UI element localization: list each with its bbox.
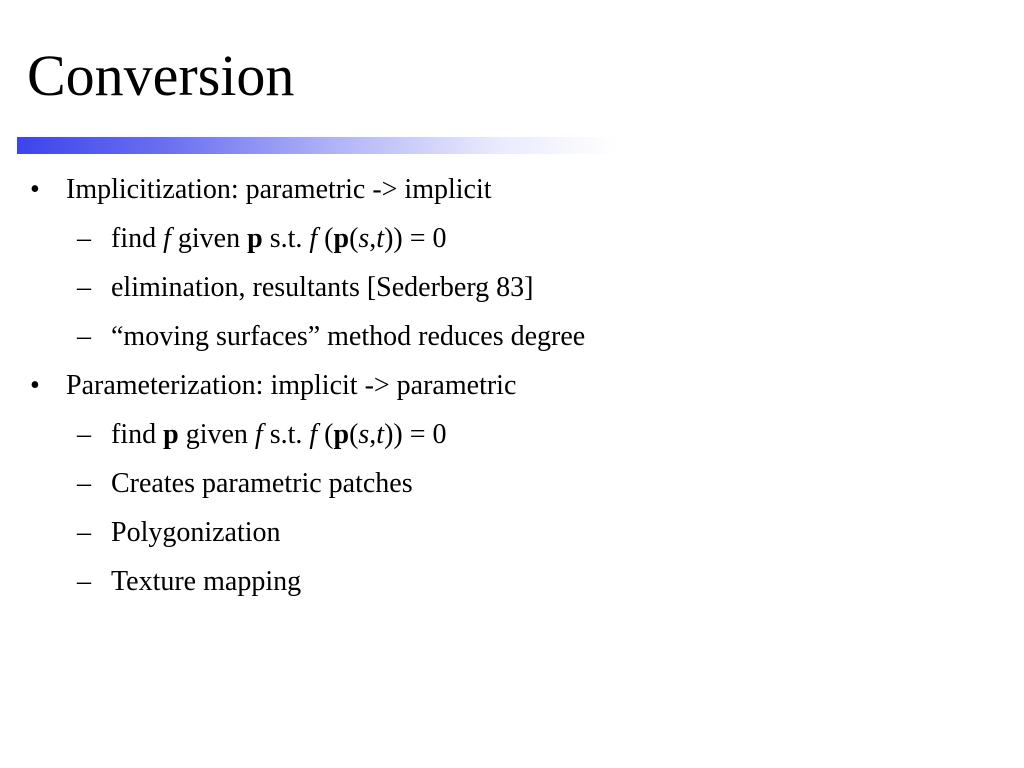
- sub-bullet-patches: [0, 459, 1000, 508]
- sub-bullet-text: [111, 508, 281, 557]
- bullet-marker: •: [30, 370, 40, 401]
- dash-marker: –: [77, 517, 91, 548]
- text-segment: (: [317, 419, 334, 450]
- text-segment: given: [178, 419, 255, 450]
- text-segment: (: [349, 223, 359, 254]
- sub-bullet-polygonization: [0, 508, 1000, 557]
- sub-bullet-find-p: [0, 410, 1000, 459]
- dash-marker: –: [77, 468, 91, 499]
- text-segment: p: [333, 419, 350, 450]
- text-segment: f: [254, 419, 263, 450]
- text-segment: ,: [369, 223, 377, 254]
- bullet-text: Implicitization: parametric -> implicit: [66, 174, 492, 205]
- sub-bullet-moving-surfaces: [0, 312, 1000, 361]
- text-segment: given: [170, 223, 248, 254]
- text-segment: (: [317, 223, 334, 254]
- text-segment: find: [111, 419, 164, 450]
- text-segment: p: [163, 419, 179, 450]
- text-segment: p: [333, 223, 350, 254]
- bullet-implicitization: [0, 165, 1000, 214]
- text-segment: Creates parametric patches: [111, 468, 413, 499]
- dash-marker: –: [77, 272, 91, 303]
- bullet-parameterization: [0, 361, 1000, 410]
- text-segment: elimination, resultants [Sederberg 83]: [111, 272, 534, 303]
- text-segment: f: [309, 223, 318, 254]
- sub-bullet-find-f: [0, 214, 1000, 263]
- sub-bullet-texture-mapping: [0, 557, 1000, 606]
- text-segment: s: [358, 223, 370, 254]
- sub-bullet-text: [111, 459, 413, 508]
- bullet-text: Parameterization: implicit -> parametric: [66, 370, 517, 401]
- title-gradient-bar: [17, 137, 617, 154]
- text-segment: ,: [369, 419, 377, 450]
- text-segment: )) = 0: [384, 419, 447, 450]
- text-segment: t: [376, 223, 385, 254]
- dash-marker: –: [77, 321, 91, 352]
- text-segment: (: [349, 419, 359, 450]
- text-segment: s: [358, 419, 370, 450]
- text-segment: s.t.: [262, 223, 310, 254]
- text-segment: find: [111, 223, 164, 254]
- sub-bullet-elimination: [0, 263, 1000, 312]
- sub-bullet-text: [111, 214, 447, 263]
- bullet-marker: •: [30, 174, 40, 205]
- sub-bullet-text: [111, 410, 447, 459]
- text-segment: p: [247, 223, 263, 254]
- dash-marker: –: [77, 419, 91, 450]
- dash-marker: –: [77, 566, 91, 597]
- text-segment: f: [309, 419, 318, 450]
- text-segment: )) = 0: [384, 223, 447, 254]
- text-segment: “moving surfaces” method reduces degree: [111, 321, 586, 352]
- bullet-list: [0, 165, 1000, 606]
- slide-title: Conversion: [27, 43, 295, 108]
- text-segment: f: [163, 223, 171, 254]
- text-segment: t: [376, 419, 385, 450]
- dash-marker: –: [77, 223, 91, 254]
- text-segment: s.t.: [262, 419, 310, 450]
- sub-bullet-text: [111, 263, 534, 312]
- sub-bullet-text: [111, 312, 585, 361]
- text-segment: Polygonization: [111, 517, 281, 548]
- sub-bullet-text: [111, 557, 301, 606]
- text-segment: Texture mapping: [111, 566, 302, 597]
